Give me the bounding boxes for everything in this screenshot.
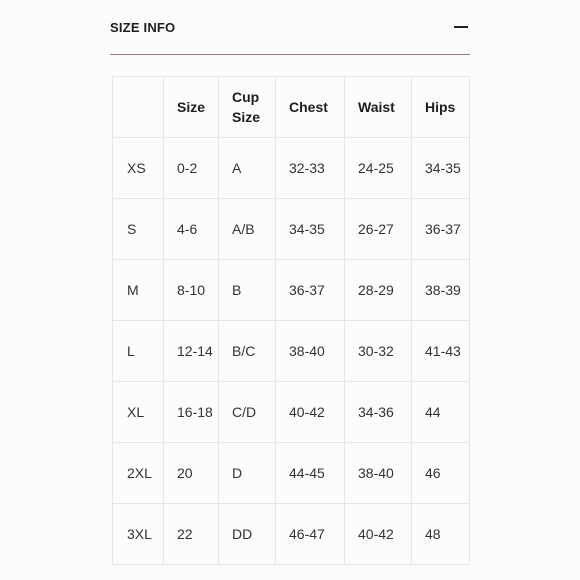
table-row [113,443,470,504]
chest-cell: 44-45 [276,443,345,504]
hips-cell: 48 [412,504,470,565]
cup-size-cell: B [219,260,276,321]
hips-cell: 34-35 [412,138,470,199]
hips-cell: 44 [412,382,470,443]
size-info-panel [110,0,470,580]
size-cell: 0-2 [164,138,219,199]
section-divider [110,54,470,55]
header-waist: Waist [345,77,412,138]
chest-cell: 40-42 [276,382,345,443]
header-cup-size: Cup Size [219,77,276,138]
table-row [113,260,470,321]
header-size: Size [164,77,219,138]
header-hips: Hips [412,77,470,138]
hips-cell: 38-39 [412,260,470,321]
table-row [113,199,470,260]
chest-cell: 38-40 [276,321,345,382]
size-info-toggle[interactable] [110,12,470,42]
section-title: SIZE INFO [110,19,176,35]
waist-cell: 26-27 [345,199,412,260]
size-cell: 8-10 [164,260,219,321]
size-label-cell: XL [113,382,164,443]
chest-cell: 46-47 [276,504,345,565]
chest-cell: 32-33 [276,138,345,199]
cup-size-cell: C/D [219,382,276,443]
chest-cell: 34-35 [276,199,345,260]
waist-cell: 30-32 [345,321,412,382]
cup-size-cell: D [219,443,276,504]
size-cell: 22 [164,504,219,565]
size-cell: 20 [164,443,219,504]
size-cell: 4-6 [164,199,219,260]
table-header-row [113,77,470,138]
size-label-cell: 2XL [113,443,164,504]
size-cell: 12-14 [164,321,219,382]
cup-size-cell: A/B [219,199,276,260]
size-label-cell: 3XL [113,504,164,565]
size-label-cell: XS [113,138,164,199]
size-label-cell: L [113,321,164,382]
waist-cell: 24-25 [345,138,412,199]
waist-cell: 38-40 [345,443,412,504]
table-row [113,321,470,382]
table-row [113,382,470,443]
chest-cell: 36-37 [276,260,345,321]
header-blank [113,77,164,138]
waist-cell: 34-36 [345,382,412,443]
table-row [113,504,470,565]
size-label-cell: M [113,260,164,321]
hips-cell: 46 [412,443,470,504]
hips-cell: 41-43 [412,321,470,382]
size-cell: 16-18 [164,382,219,443]
size-chart-table [112,76,470,565]
hips-cell: 36-37 [412,199,470,260]
waist-cell: 40-42 [345,504,412,565]
cup-size-cell: B/C [219,321,276,382]
size-label-cell: S [113,199,164,260]
minus-icon[interactable] [454,20,468,34]
table-row [113,138,470,199]
waist-cell: 28-29 [345,260,412,321]
cup-size-cell: DD [219,504,276,565]
cup-size-cell: A [219,138,276,199]
header-chest: Chest [276,77,345,138]
